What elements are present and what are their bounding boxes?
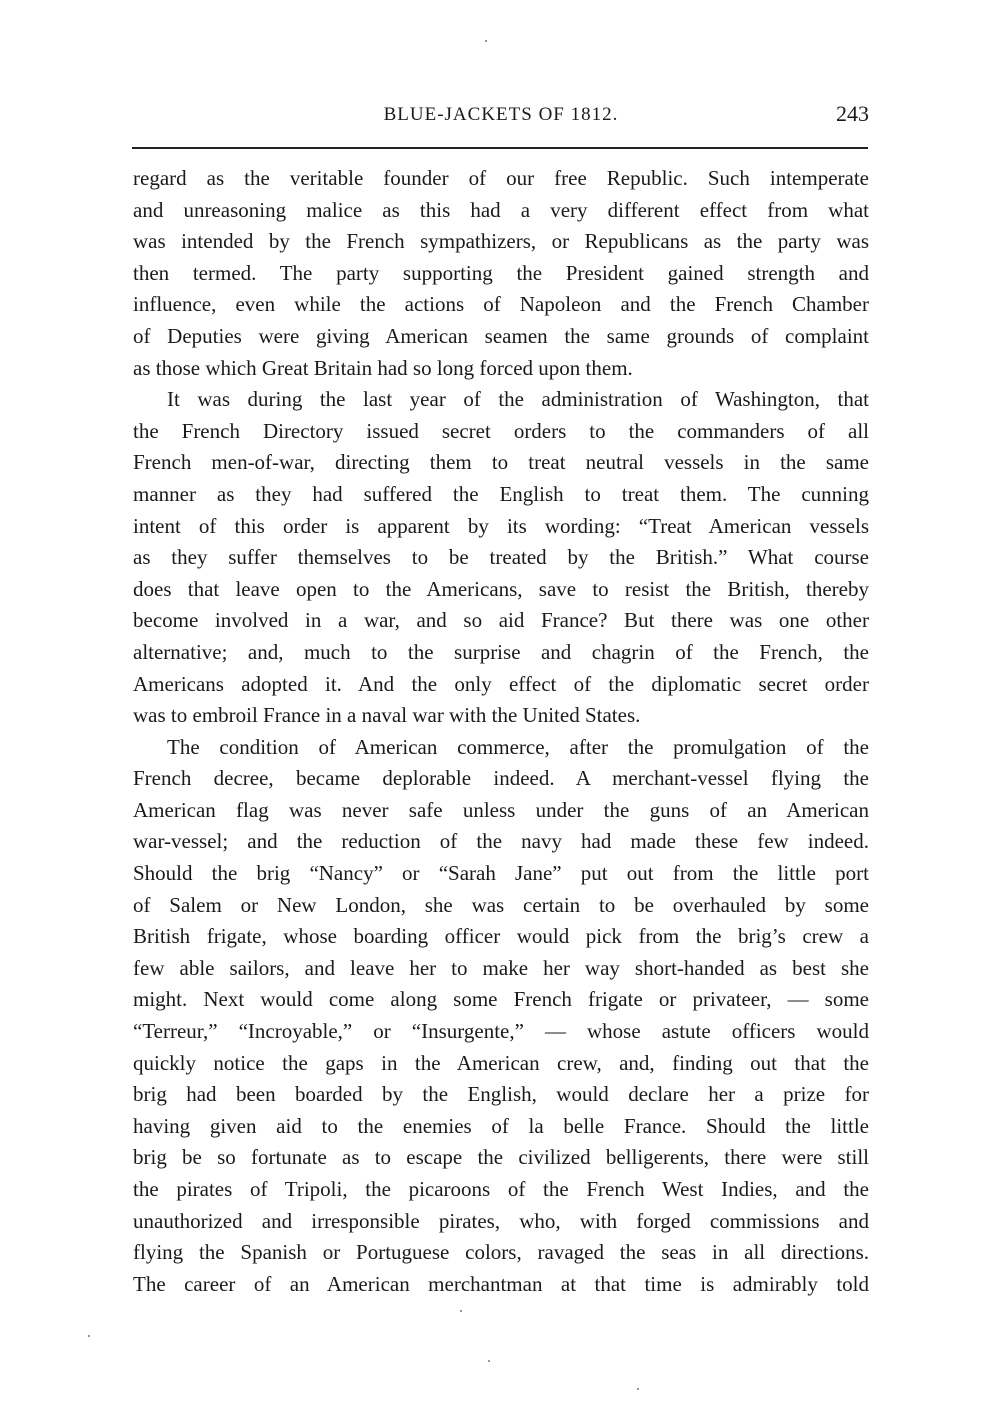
text-line: French men-of-war, directing them to treat neutral vessels in the same: [133, 450, 869, 475]
scan-speck: [460, 1310, 462, 1312]
text-line: as they suffer themselves to be treated by the British.” What course: [133, 545, 869, 570]
text-line: the pirates of Tripoli, the picaroons of the French West Indies, and the: [133, 1177, 869, 1201]
header-rule: [132, 147, 868, 149]
text-line: alternative; and, much to the surprise and chagrin of the French, the: [133, 639, 869, 664]
text-line: war-vessel; and the reduction of the navy had made these few indeed.: [133, 829, 869, 854]
text-line: was to embroil France in a naval war with the United States.: [133, 703, 641, 728]
text-line: influence, even while the actions of Napoleon and the French Chamber: [133, 292, 869, 317]
scan-speck: [88, 1335, 90, 1337]
text-line: British frigate, whose boarding officer would pick from the brig’s crew a: [133, 924, 869, 949]
page-number: 243: [836, 101, 869, 126]
text-line: brig be so fortunate as to escape the civilized belligerents, there were still: [133, 1145, 869, 1170]
text-line: become involved in a war, and so aid France? But there was one other: [133, 608, 869, 633]
text-line: as those which Great Britain had so long forced upon them.: [133, 355, 633, 380]
text-line: the French Directory issued secret orders to the commanders of all: [133, 418, 869, 443]
text-line: “Terreur,” “Incroyable,” or “Insurgente,” — whose astute officers would: [133, 1019, 869, 1044]
text-line: of Deputies were giving American seamen the same grounds of complaint: [133, 323, 869, 348]
text-line: flying the Spanish or Portuguese colors, ravaged the seas in all directions.: [133, 1240, 869, 1265]
text-line: The condition of American commerce, after the promulgation of the: [167, 734, 869, 759]
text-line: intent of this order is apparent by its wording: “Treat American vessels: [133, 513, 869, 538]
text-line: does that leave open to the Americans, save to resist the British, thereby: [133, 576, 869, 601]
text-line: of Salem or New London, she was certain to be overhauled by some: [133, 892, 869, 917]
text-line: few able sailors, and leave her to make her way short-handed as best she: [133, 955, 869, 980]
text-line: and unreasoning malice as this had a very different effect from what: [133, 197, 869, 222]
text-line: American flag was never safe unless under the guns of an American: [133, 797, 869, 822]
text-line: manner as they had suffered the English to treat them. The cunning: [133, 481, 869, 506]
scan-speck: [637, 1388, 639, 1390]
text-line: might. Next would come along some French frigate or privateer, — some: [133, 987, 869, 1012]
running-title: BLUE-JACKETS OF 1812.: [383, 104, 619, 125]
text-line: Americans adopted it. And the only effect of the diplomatic secret order: [133, 671, 869, 696]
scan-speck: [485, 40, 487, 42]
body-text: [133, 163, 869, 1300]
text-line: unauthorized and irresponsible pirates, who, with forged commissions and: [133, 1208, 869, 1233]
text-line: French decree, became deplorable indeed. A merchant-vessel flying the: [133, 766, 869, 791]
text-line: Should the brig “Nancy” or “Sarah Jane” put out from the little port: [133, 861, 869, 886]
text-line: quickly notice the gaps in the American crew, and, finding out that the: [133, 1050, 869, 1075]
text-line: The career of an American merchantman at that time is admirably told: [133, 1271, 869, 1296]
scan-speck: [488, 1360, 490, 1362]
text-line: It was during the last year of the administration of Washington, that: [167, 387, 869, 412]
text-line: brig had been boarded by the English, would declare her a prize for: [133, 1082, 869, 1107]
text-line: having given aid to the enemies of la belle France. Should the little: [133, 1113, 869, 1138]
text-line: then termed. The party supporting the President gained strength and: [133, 260, 869, 285]
text-line: was intended by the French sympathizers, or Republicans as the party was: [133, 229, 869, 254]
running-head: [133, 101, 869, 134]
text-line: regard as the veritable founder of our free Republic. Such intemperate: [133, 166, 869, 190]
